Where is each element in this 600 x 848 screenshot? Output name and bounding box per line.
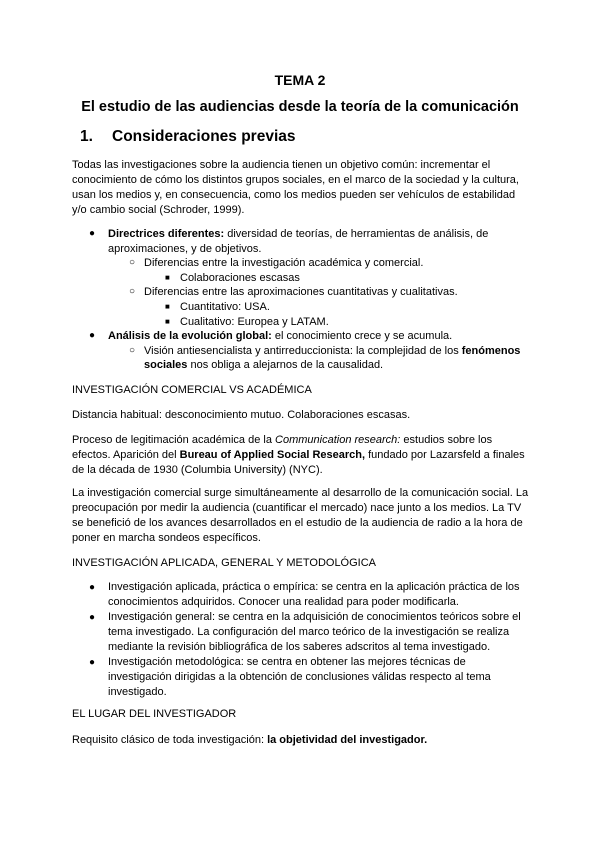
list-item-text: Colaboraciones escasas [180, 271, 300, 284]
bullet-disc-icon: ● [89, 612, 96, 623]
list-item [72, 300, 532, 315]
paragraph: Distancia habitual: desconocimiento mutuo. Colaboraciones escasas. [72, 409, 411, 421]
list-item-text: Diferencias entre las aproximaciones cuantitativas y cualitativas. [144, 286, 458, 299]
list-item [72, 315, 532, 330]
list-item [72, 344, 532, 373]
list-item [72, 655, 532, 700]
list-item-text: el conocimiento crece y se acumula. [271, 330, 453, 343]
paragraph [72, 433, 532, 478]
paragraph-text: fundado por Lazarsfeld a finales de la década de 1930 (Columbia University) (NYC). [72, 449, 525, 476]
bullet-disc-icon: ● [89, 330, 96, 342]
list-item [72, 285, 532, 300]
bullet-square-icon: ■ [165, 272, 170, 282]
section-heading-lugar: EL LUGAR DEL INVESTIGADOR [72, 708, 237, 720]
list-item-text: Investigación metodológica: se centra en obtener las mejores técnicas de investigación dirigidas a la obtención de conclusiones válidas respecto al tema investigado. [108, 656, 491, 698]
bullet-circle-icon: ○ [129, 344, 136, 356]
section-heading [80, 128, 296, 146]
paragraph [72, 733, 532, 748]
bullet-circle-icon: ○ [129, 286, 136, 298]
paragraph-text: Requisito clásico de toda investigación: [72, 734, 268, 746]
paragraph: La investigación comercial surge simultáneamente al desarrollo de la comunicación social. La preocupación por medir la audiencia (cuantificar el mercado) nace junto a los medios. La TV se benefició de los avances desarrollados en el estudio de la audiencia de radio a la hora de poner en marcha sondeos específicos. [72, 487, 529, 544]
document-subtitle: El estudio de las audiencias desde la teoría de la comunicación [81, 99, 519, 115]
list-item [72, 580, 532, 610]
bold-text: la objetividad del investigador. [267, 734, 428, 746]
bullet-square-icon: ■ [165, 316, 170, 326]
list-item [72, 227, 532, 256]
list-item [72, 329, 532, 344]
list-item-text: diversidad de teorías, de herramientas de análisis, de aproximaciones, y de objetivos. [108, 228, 489, 255]
bold-text: Análisis de la evolución global: [108, 330, 272, 343]
bullet-list [72, 227, 532, 373]
list-item-text: Investigación general: se centra en la adquisición de conocimientos teóricos sobre el tema investigado. La configuración del marco teórico de la investigación se realiza mediante la revisión bibliográfica de los saberes adscritos al tema investigado. [108, 611, 521, 653]
bold-text: Bureau of Applied Social Research, [179, 449, 366, 461]
list-item [72, 271, 532, 286]
list-item [72, 610, 532, 655]
list-item-text: Cualitativo: Europea y LATAM. [180, 315, 329, 328]
document-title: TEMA 2 [274, 72, 326, 88]
bullet-square-icon: ■ [165, 301, 170, 311]
paragraph-text: estudios sobre los efectos. Aparición del [72, 434, 493, 461]
list-item [72, 256, 532, 271]
paragraph-text: Proceso de legitimación académica de la [72, 434, 276, 446]
section-title: Consideraciones previas [112, 128, 296, 145]
italic-text: Communication research: [275, 434, 401, 446]
bullet-disc-icon: ● [89, 582, 96, 593]
list-item-text: nos obliga a alejarnos de la causalidad. [187, 359, 384, 372]
section-heading-comercial: INVESTIGACIÓN COMERCIAL VS ACADÉMICA [72, 384, 312, 396]
bold-text: Directrices diferentes: [108, 228, 225, 240]
bold-text: fenómenos sociales [144, 344, 521, 372]
list-item-text: Cuantitativo: USA. [180, 300, 270, 313]
list-item-text: Visión antiesencialista y antirreduccionista: la complejidad de los [144, 344, 462, 357]
bullet-list [72, 580, 532, 700]
bullet-circle-icon: ○ [129, 257, 136, 269]
list-item-text: Investigación aplicada, práctica o empírica: se centra en la aplicación práctica de los conocimientos adquiridos. Conocer una realidad para poder modificarla. [108, 581, 520, 608]
list-item-text: Diferencias entre la investigación académica y comercial. [144, 257, 424, 270]
section-heading-aplicada: INVESTIGACIÓN APLICADA, GENERAL Y METODOLÓGICA [72, 557, 377, 569]
bullet-disc-icon: ● [89, 657, 96, 668]
section-number: 1. [80, 128, 93, 145]
intro-paragraph: Todas las investigaciones sobre la audiencia tienen un objetivo común: incrementar el conocimiento de cómo los distintos grupos sociales, en el marco de la sociedad y la cultura, usan los medios y, en consecuencia, como los medios pueden ser vehículos de estabilidad y/o cambio social (Schroder, 1999). [72, 159, 519, 216]
bullet-disc-icon: ● [89, 228, 96, 239]
